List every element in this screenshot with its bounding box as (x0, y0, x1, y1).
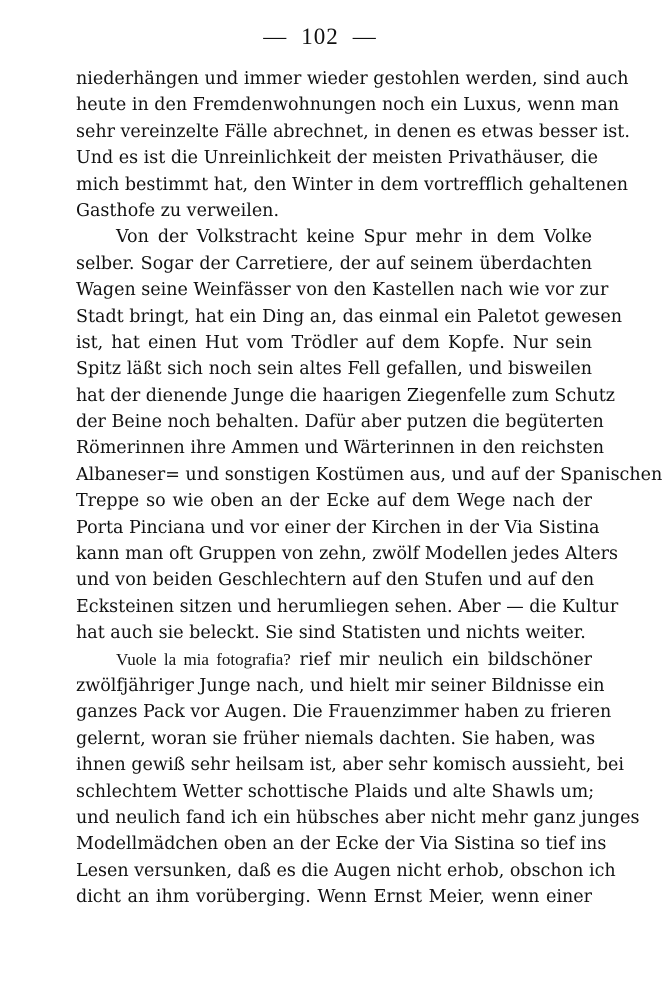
text-line: Gasthofe zu verweilen. (76, 200, 280, 221)
text-line: ihnen gewiß sehr heilsam ist, aber sehr komisch aussieht, bei (76, 755, 624, 776)
header-dash-left: — (263, 24, 288, 49)
text-line: Und es ist die Unreinlichkeit der meisten Privathäuser, die (76, 148, 598, 169)
text-line: ist, hat einen Hut vom Trödler auf dem Kopfe. Nur sein (76, 332, 592, 353)
text-line: mich bestimmt hat, den Winter in dem vortrefflich gehaltenen (76, 174, 628, 195)
text-line: niederhängen und immer wieder gestohlen werden, sind auch (76, 69, 629, 89)
page-header (0, 24, 640, 50)
text-line: hat auch sie beleckt. Sie sind Statisten und nichts weiter. (76, 623, 586, 644)
text-line: heute in den Fremdenwohnungen noch ein Luxus, wenn man (76, 95, 620, 116)
page-number: 102 (301, 24, 339, 49)
text-line: der Beine noch behalten. Dafür aber putzen die begüterten (76, 412, 604, 433)
text-line: sehr vereinzelte Fälle abrechnet, in denen es etwas besser ist. (76, 121, 630, 142)
text-line: dicht an ihm vorüberging. Wenn Ernst Meier, wenn einer (76, 887, 592, 908)
header-dash-right: — (352, 24, 377, 49)
text-line: hat der dienende Junge die haarigen Ziegenfelle zum Schutz (76, 385, 615, 406)
body-text (76, 66, 662, 911)
text-line: Lesen versunken, daß es die Augen nicht erhob, obschon ich (76, 860, 616, 881)
text-line: Modellmädchen oben an der Ecke der Via Sistina so tief ins (76, 834, 607, 855)
text-line: Albaneser= und sonstigen Kostümen aus, und auf der Spanischen (76, 464, 662, 485)
text-line: gelernt, woran sie früher niemals dachten. Sie haben, was (76, 728, 596, 749)
text-line: ganzes Pack vor Augen. Die Frauenzimmer haben zu frieren (76, 702, 612, 723)
quote-continuation: rief mir neulich ein bildschöner (299, 649, 592, 670)
text-line: Treppe so wie oben an der Ecke auf dem Wege nach der (76, 491, 592, 512)
text-line: Von der Volkstracht keine Spur mehr in dem Volke (116, 227, 592, 248)
text-line: Römerinnen ihre Ammen und Wärterinnen in den reichsten (76, 438, 605, 459)
text-line: Stadt bringt, hat ein Ding an, das einmal ein Paletot gewesen (76, 306, 623, 327)
text-line: und von beiden Geschlechtern auf den Stufen und auf den (76, 570, 595, 591)
text-line: Porta Pinciana und vor einer der Kirchen in der Via Sistina (76, 517, 600, 538)
text-line: zwölfjähriger Junge nach, und hielt mir seiner Bildnisse ein (76, 675, 605, 696)
text-line: Spitz läßt sich noch sein altes Fell gefallen, und bisweilen (76, 359, 592, 380)
text-line: schlechtem Wetter schottische Plaids und alte Shawls um; (76, 781, 595, 802)
text-line: Ecksteinen sitzen und herumliegen sehen. Aber — die Kultur (76, 596, 619, 617)
text-line: kann man oft Gruppen von zehn, zwölf Modellen jedes Alters (76, 544, 618, 565)
text-line-quote (76, 647, 592, 673)
text-line: Wagen seine Weinfässer von den Kastellen nach wie vor zur (76, 280, 609, 301)
italian-quote: Vuole la mia fotografia? (116, 649, 291, 669)
text-line: und neulich fand ich ein hübsches aber nicht mehr ganz junges (76, 807, 640, 828)
text-line: selber. Sogar der Carretiere, der auf seinem überdachten (76, 253, 592, 274)
